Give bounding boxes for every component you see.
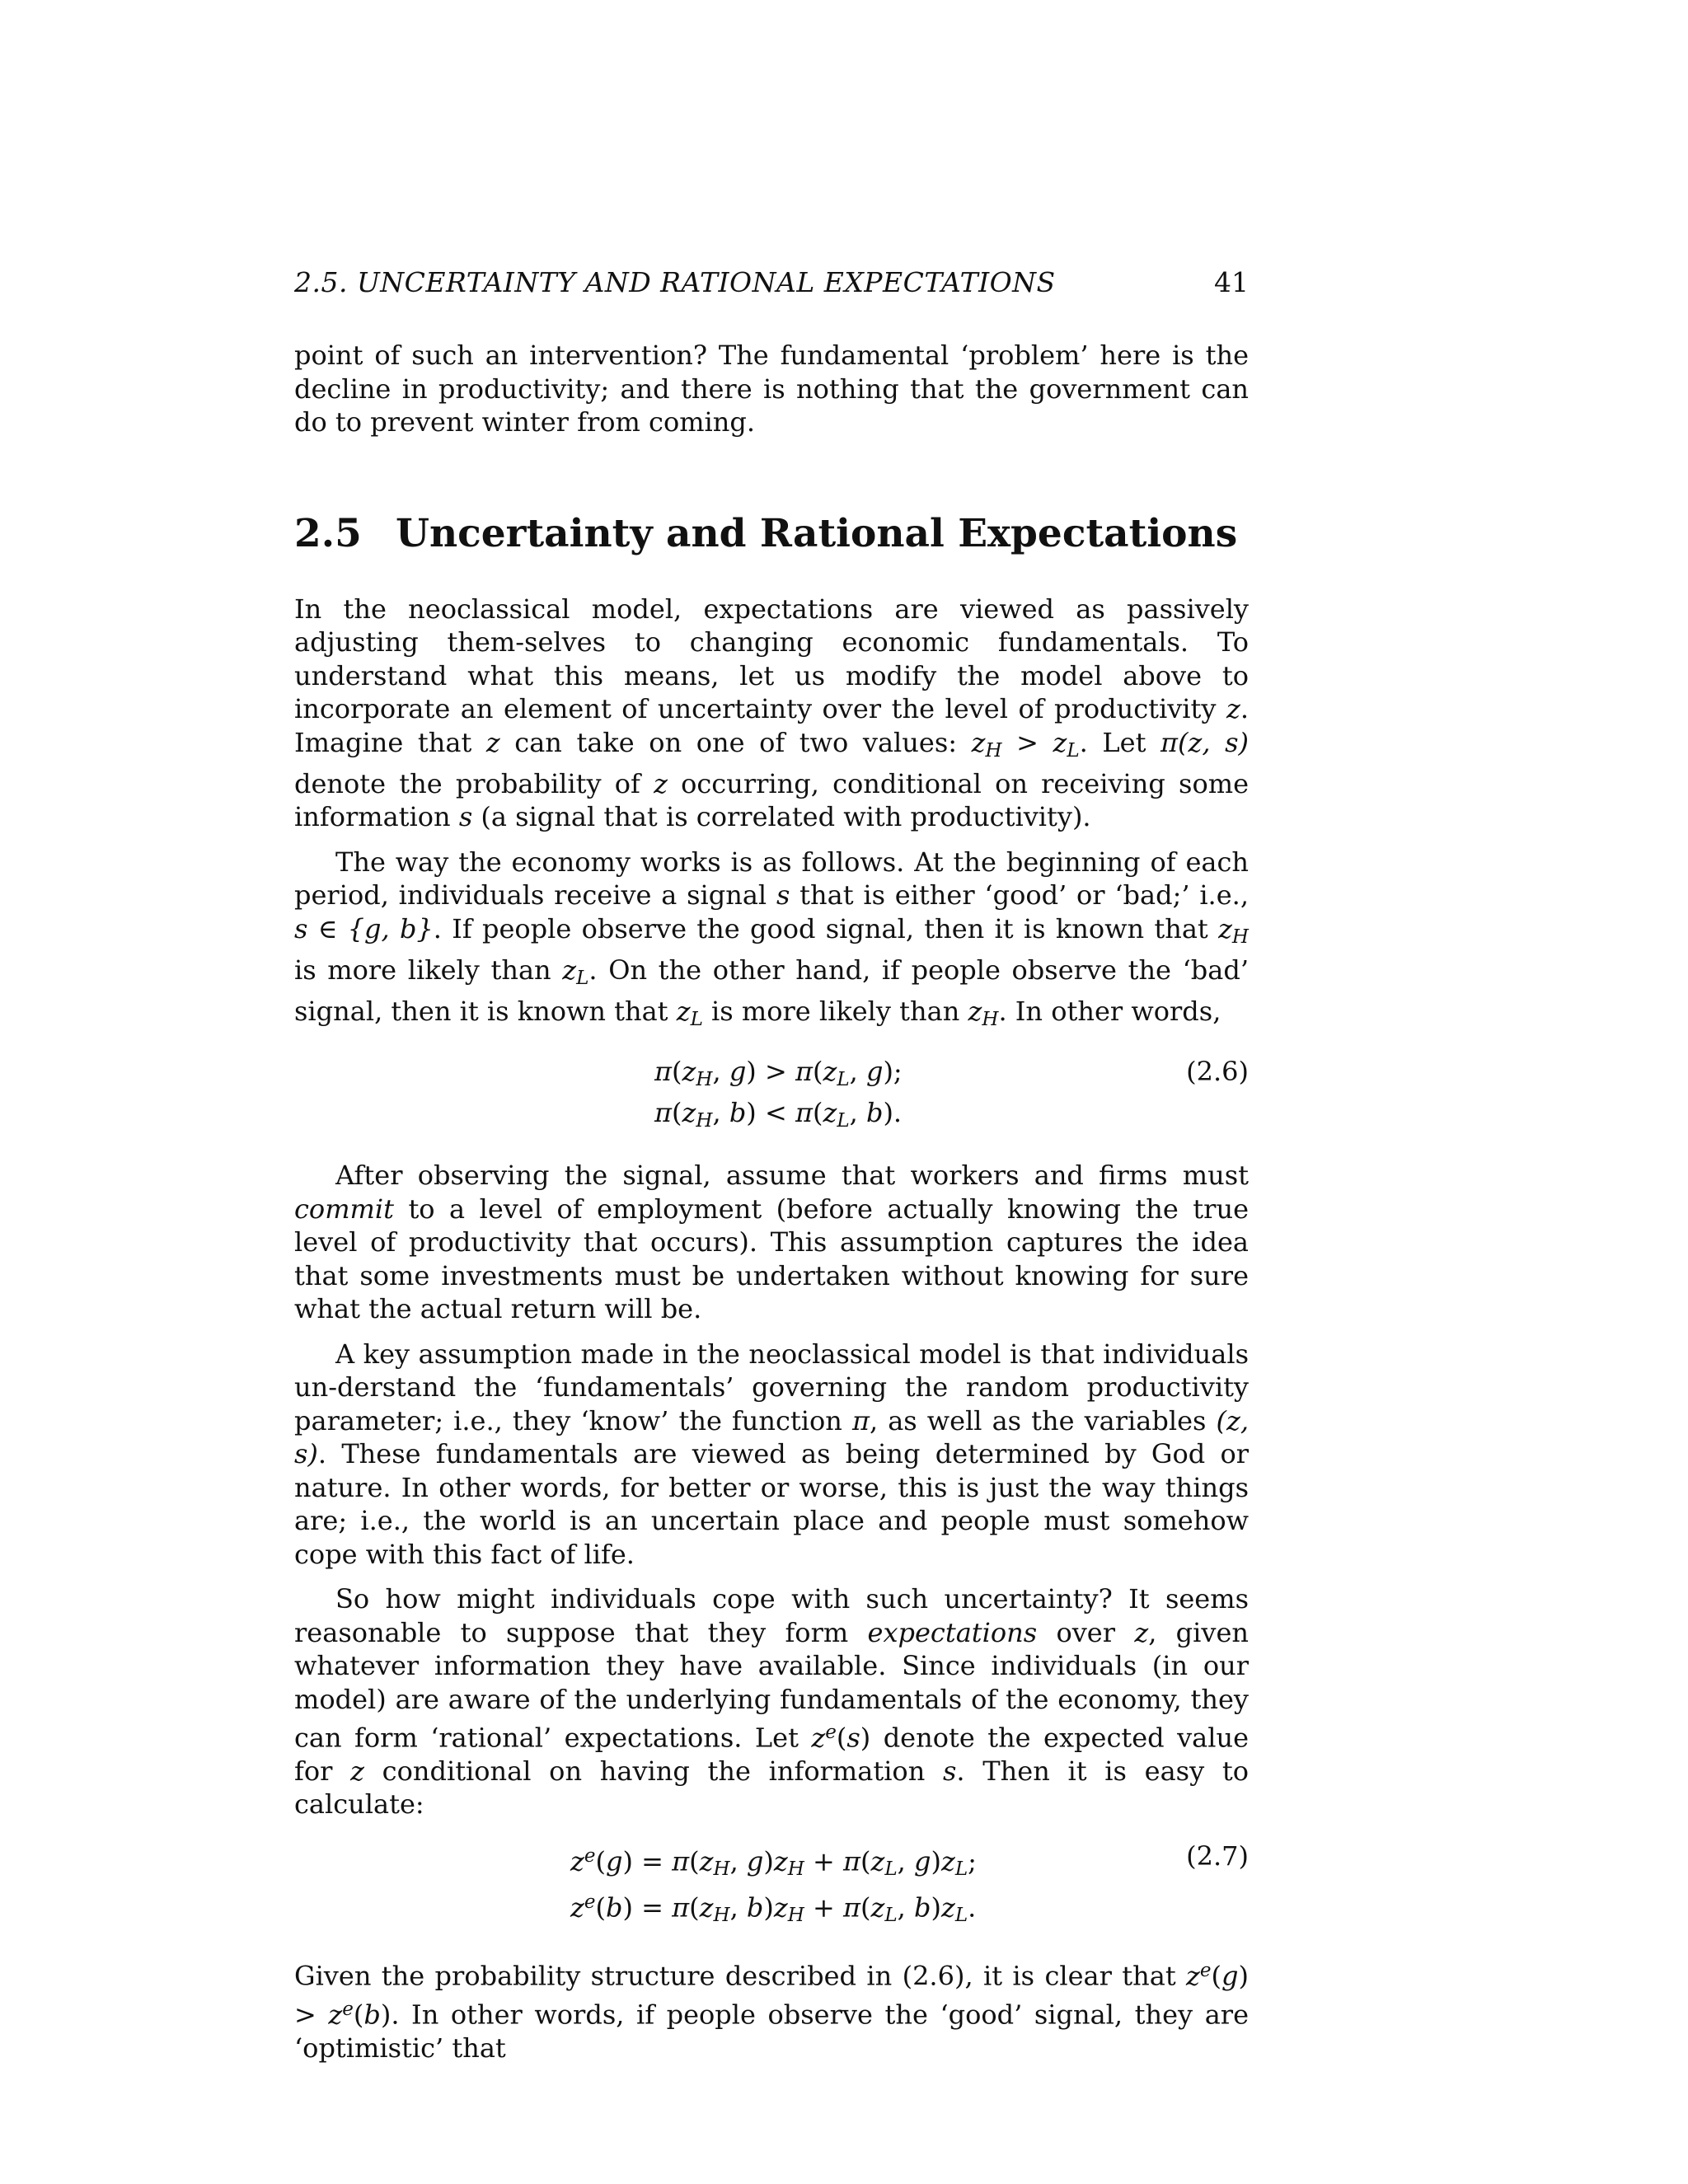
page-number: 41 (1214, 266, 1249, 298)
paragraph-commit: After observing the signal, assume that workers and firms must commit to a level of employment (before actually knowing the true level of productivity that occurs). This assumption captures the idea that some investments must be undertaken without knowing for sure what the actual return will be. (294, 1160, 1249, 1324)
section-number: 2.5 (294, 510, 362, 556)
equation-2-6-line-2: $\pi(z_H$, $b) < \pi(z_L$, b). (654, 1096, 903, 1132)
paragraph-continued: point of such an intervention? The fundamental ‘problem’ here is the decline in productivity; and there is nothing that the government can do to prevent winter from coming. (294, 340, 1249, 438)
section-title: Uncertainty and Rational Expectations (396, 510, 1238, 556)
running-head-title: 2.5. UNCERTAINTY AND RATIONAL EXPECTATIONS (294, 266, 1056, 298)
equation-number: (2.7) (1186, 1840, 1249, 1872)
paragraph-signal: The way the economy works is as follows. At the beginning of each period, individuals receive a signal s that is either ‘good’ or ‘bad;’ i.e., s ∈ {g, b}. If people observe the good signal, then it is known that $z_H$ is more likely than $z_L$. On the other hand, if people observe the ‘bad’ signal, then it is known that $z_L$ is more likely than $z_H$. In other words, (294, 846, 1250, 1030)
section-heading (294, 505, 1249, 563)
paragraph-fundamentals: A key assumption made in the neoclassical model is that individuals un-derstand the ‘fundamentals’ governing the random productivity parameter; i.e., they ‘know’ the function π, as well as the variables (z, s). These fundamentals are viewed as being determined by God or nature. In other words, for better or worse, this is just the way things are; i.e., the world is an uncertain place and people must somehow cope with this fact of life. (294, 1338, 1250, 1570)
equation-2-7 (294, 1840, 1249, 1933)
page (294, 262, 1249, 2064)
paragraph-expectations: So how might individuals cope with such uncertainty? It seems reasonable to suppose that they form expectations over z, given whatever information they have available. Since individuals (in our model) are aware of the underlying fundamentals of the economy, they can form ‘rational’ expectations. Let $z^e(s)$ denote the expected value for z conditional on having the information s. Then it is easy to calculate: (294, 1583, 1250, 1821)
equation-number: (2.6) (1186, 1055, 1249, 1087)
paragraph-intro: In the neoclassical model, expectations are viewed as passively adjusting them-selves to changing economic fundamentals. To understand what this means, let us modify the model above to incorporate an element of uncertainty over the level of productivity z. Imagine that z can take on one of two values: $z_H > z_L$. Let π(z, s) denote the probability of z occurring, conditional on receiving some information s (a signal that is correlated with productivity). (294, 593, 1250, 833)
paragraph-conclusion: Given the probability structure described in (2.6), it is clear that $z^e(g) > z^e(b)$. In other words, if people observe the ‘good’ signal, they are ‘optimistic’ that (294, 1960, 1250, 2064)
running-head (294, 262, 1249, 303)
equation-2-7-line-1: $z^e(g) = \pi(z_H$, $g)z_H + \pi(z_L$, $g)z_L$; (570, 1844, 977, 1880)
equation-2-6 (294, 1055, 1249, 1138)
equation-2-6-line-1: $\pi(z_H$, $g) > \pi(z_L$, g); (654, 1055, 903, 1090)
equation-2-7-line-2: $z^e(b) = \pi(z_H$, $b)z_H + \pi(z_L$, $b)z_L$. (570, 1891, 977, 1927)
